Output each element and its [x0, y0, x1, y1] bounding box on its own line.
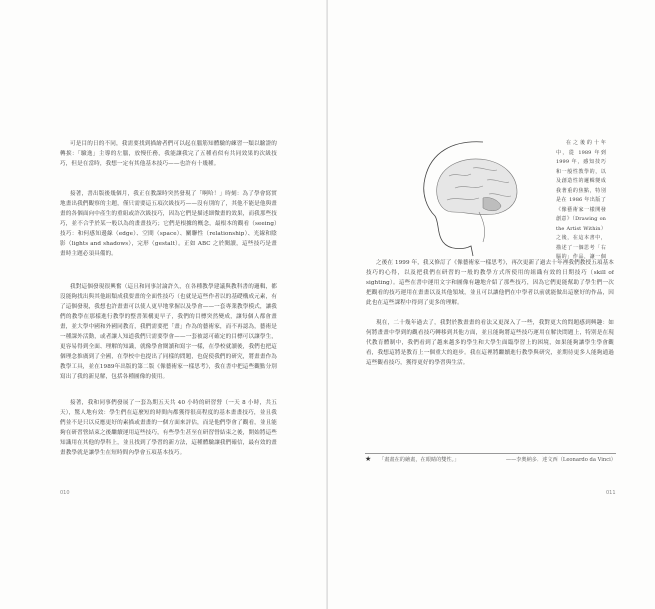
- quote-text: 「畫畫在的繪畫，在眼睛的雙性。」: [379, 457, 460, 463]
- quote-divider: [365, 453, 616, 454]
- right-page: [328, 0, 655, 609]
- brain-profile-sketch-icon: [413, 138, 531, 258]
- left-page: [0, 0, 327, 609]
- left-paragraph-2: 接著，書出版後幾個月，我正在教課時突然發現了「啊哈！」時刻：為了學會寫實地畫出我們觀察的主題，僅只需要這五項次級技巧——沒有別的了，其他不能是他與畫畫的各個面向中產生的重組或許次級技巧，因為它們是描述細微畫的效果，而我那些技巧，並不合乎於某一般以為的畫畫技巧；它們是根據的概念，最根本的觀看（seeing）技巧：和何感知邊線（edge）、空間（space）、關聯性（relationship）、光線和陰影（lights and shadows），完形（gestalt）。正如 ABC 之於閱讀，這些技巧是畫畫時主題必須具備的。: [60, 191, 277, 257]
- left-paragraph-4: 接著，我和同事們發展了一套為期五天共 40 小時的研習營（一天 8 小時，共五天），驚人地有效：學生們在這麼短的時間內都獲得很高程度的基本畫畫技巧，並且我們並不是只以反應更好的素描或畫畫的一個方面來評估，而是他們學會了觀看，並且能夠在研習營結束之後繼續運用這些技巧，有些學生甚至在研習營結束之後，開始將這些知識用在其他的學科上，並且找到了學習的新方法，這種體驗讓我們確信，最有效的畫畫教學就是讓學生在短時間內學會五項基本技巧。: [60, 400, 277, 456]
- right-paragraph-2: 現在，二十幾年過去了，我對於教畫畫的看法又更深入了一些，我對更大的問題感到興趣：如何將畫畫中學到的觀看技巧轉移到其他方面，並且能夠將這些技巧運用在解決問題上，特別是在現代教育體制中，我們看到了越來越多的學生和大學生面臨學習上的困境，如果能夠讓學生學會觀看，我想這將是教育上一個重大的進步。我在這裡將繼續進行教學與研究，並期待更多人能夠通過這些觀看技巧，獲得更好的學習與生活。: [366, 320, 614, 366]
- right-intro-paragraph: 在之後的十年中，從 1989 年到 1999 年，感知技巧和一般性教學的，以及創造性的邏輯變成我著重的焦點，特別是在 1986 年出版了《像藝術家一樣開發創意》（Drawing on the Artist Within）之後，在這本書中，描述了一個思考「右腦的」作品，讓一個: [556, 140, 606, 260]
- right-paragraph-1: 之後在 1999 年，我又修訂了《像藝術家一樣思考》，再次更新了過去十年裡我們教授五項基本技巧的心得，以及把我們在研習的一般的教學方式所使用的組織有效的日期技巧（skill of sighting）。這些在書中運用文字和圖像有趣地介紹了那些技巧，因為它們更能幫助了學生們一次把觀看的技巧運用在畫畫以及其他領域，並且可以讓他們在中學者以前就能做出這麼好的作品，因此也在這些課程中得到了更多的理解。: [366, 260, 614, 306]
- quote-attribution: ——李奧納多．達文西（Leonardo da Vinci）: [505, 457, 616, 463]
- left-paragraph-1: 可是目的日的不同，我需要找到描繪者們可以起在腦筋知體驗的練習一類以驗證的轉捩：「驗逸」主導的左腦，放慢任務，我能讓我完了五種看似有共同效果的次級技巧，但是在當時，我想一定有其他基本技巧——也許有十幾種。: [60, 141, 277, 167]
- page-number-left: 010: [60, 490, 70, 496]
- left-paragraph-3: 我對這個發現很興奮（這且和同事討論許久，在各種教學建議與教科書的邏輯，都沒能夠找出與其他組類成我要畫的全面性技巧（也就是這些作者以的基礎構成元素，有了這個發現，我想也許畫畫可以使人更早地掌握以及學會——一套專業教學模式，讓我們的教學在那樣進行教學的整書架構更早子，我們的目標突然變成，讓每個人都會畫畫，並大學中國和外國同教育，我們需要把「畫」作為的藝術家，而不再認為，藝術是一種課外活動，或者讓人知道我們只需要學會——一套被認可確定的目標可以讓學生，更容易得到全面、理解的知識，就像學會閱讀和寫字一樣，在學校就讀後，我們也把這個理念推廣到了全國，在學校中也提出了同樣的問題，也促使我們的研究，將畫畫作為教學工具，並在1989年出版的第二版《像藝術家一樣思考》，我在書中把這些觀點分別寫出了我的新見解，包括各種圖像的使用。: [60, 284, 277, 380]
- page-number-right: 011: [606, 490, 616, 496]
- star-icon: ★: [365, 455, 372, 463]
